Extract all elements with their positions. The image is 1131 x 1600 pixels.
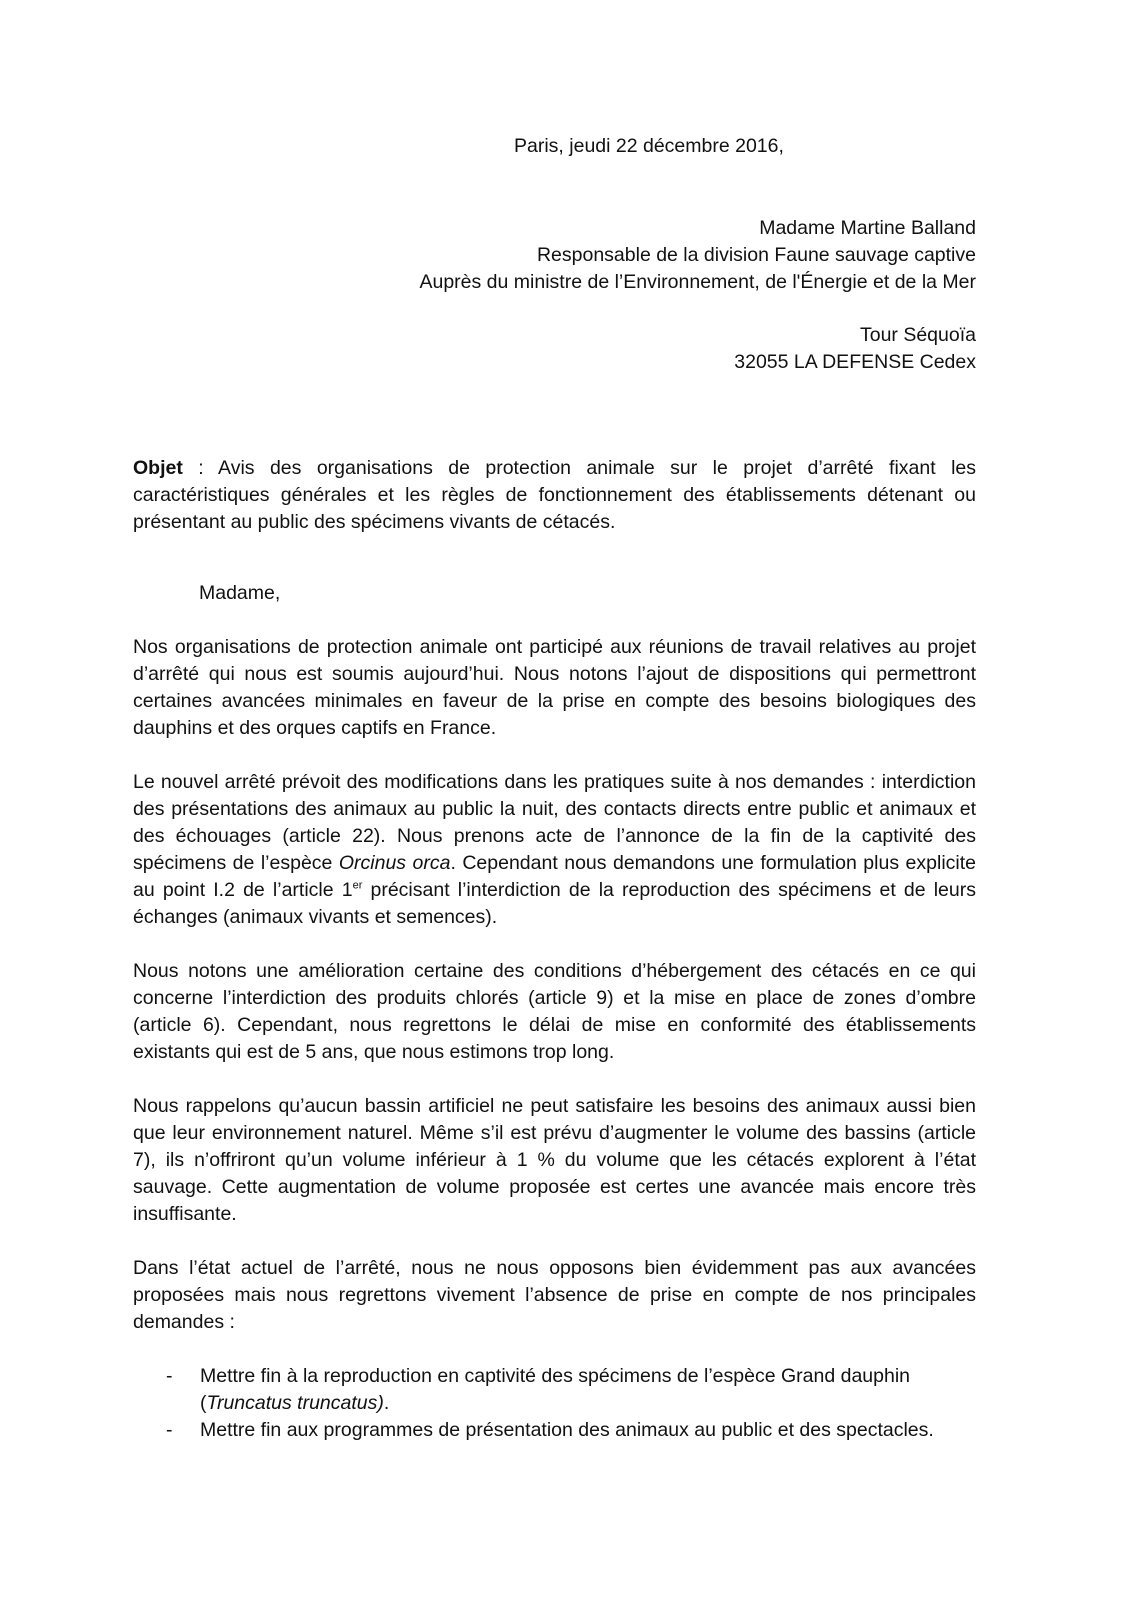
dash-bullet-icon: -	[166, 1419, 173, 1441]
demand-text: Mettre fin aux programmes de présentation des animaux au public et des spectacles.	[200, 1419, 934, 1441]
address-building: Tour Séquoïa	[859, 324, 976, 346]
salutation: Madame,	[199, 582, 281, 604]
demands-list	[133, 1363, 976, 1444]
address-block	[734, 322, 976, 376]
paragraph-2	[133, 769, 976, 931]
subject-label: Objet	[133, 457, 183, 479]
paragraph-1: Nos organisations de protection animale ont participé aux réunions de travail relatives au projet d’arrêté qui nous est soumis aujourd’hui. Nous notons l’ajout de dispositions qui permettront certaines avancées minimales en faveur de la prise en compte des besoins biologiques des dauphins et des orques captifs en France.	[133, 636, 976, 739]
paragraph-2-text-c: précisant l’interdiction de la reproduction des spécimens et de leurs échanges (animaux vivants et semences).	[133, 879, 976, 928]
ordinal-superscript: er	[352, 879, 363, 892]
letter-body	[133, 455, 976, 1444]
list-item	[133, 1417, 976, 1444]
species-name: Orcinus orca	[338, 852, 451, 874]
paragraph-2-text-b: . Cependant nous demandons une formulation plus explicite au point I.2 de l’article 1	[133, 852, 976, 901]
letter-date: Paris, jeudi 22 décembre 2016,	[514, 135, 784, 157]
recipient-block	[419, 215, 976, 296]
address-city: 32055 LA DEFENSE Cedex	[734, 351, 976, 373]
demand-text: Mettre fin à la reproduction en captivité des spécimens de l’espèce Grand dauphin (	[200, 1365, 910, 1414]
demand-text-end: .	[383, 1392, 390, 1414]
list-item	[133, 1363, 976, 1417]
paragraph-5: Dans l’état actuel de l’arrêté, nous ne nous opposons bien évidemment pas aux avancées proposées mais nous regrettons vivement l’absence de prise en compte de nos principales demandes :	[133, 1257, 976, 1333]
subject-line	[133, 455, 976, 536]
paragraph-2-text-a: Le nouvel arrêté prévoit des modifications dans les pratiques suite à nos demandes : interdiction des présentations des animaux au public la nuit, des contacts directs entre public et animaux et des échouages (article 22). Nous prenons acte de l’annonce de la fin de la captivité des spécimens de l’espèce	[133, 771, 976, 874]
recipient-name: Madame Martine Balland	[759, 217, 976, 239]
species-name: Truncatus truncatus)	[206, 1392, 384, 1414]
recipient-ministry: Auprès du ministre de l’Environnement, de l'Énergie et de la Mer	[419, 271, 976, 293]
subject-text: : Avis des organisations de protection animale sur le projet d’arrêté fixant les caractéristiques générales et les règles de fonctionnement des établissements détenant ou présentant au public des spécimens vivants de cétacés.	[133, 457, 976, 533]
dash-bullet-icon: -	[166, 1365, 173, 1387]
paragraph-4: Nous rappelons qu’aucun bassin artificiel ne peut satisfaire les besoins des animaux aussi bien que leur environnement naturel. Même s’il est prévu d’augmenter le volume des bassins (article 7), ils n’offriront qu’un volume inférieur à 1 % du volume que les cétacés explorent à l’état sauvage. Cette augmentation de volume proposée est certes une avancée mais encore très insuffisante.	[133, 1095, 976, 1225]
paragraph-3: Nous notons une amélioration certaine des conditions d’hébergement des cétacés en ce qui concerne l’interdiction des produits chlorés (article 9) et la mise en place de zones d’ombre (article 6). Cependant, nous regrettons le délai de mise en conformité des établissements existants qui est de 5 ans, que nous estimons trop long.	[133, 960, 976, 1063]
recipient-title: Responsable de la division Faune sauvage captive	[536, 244, 976, 266]
